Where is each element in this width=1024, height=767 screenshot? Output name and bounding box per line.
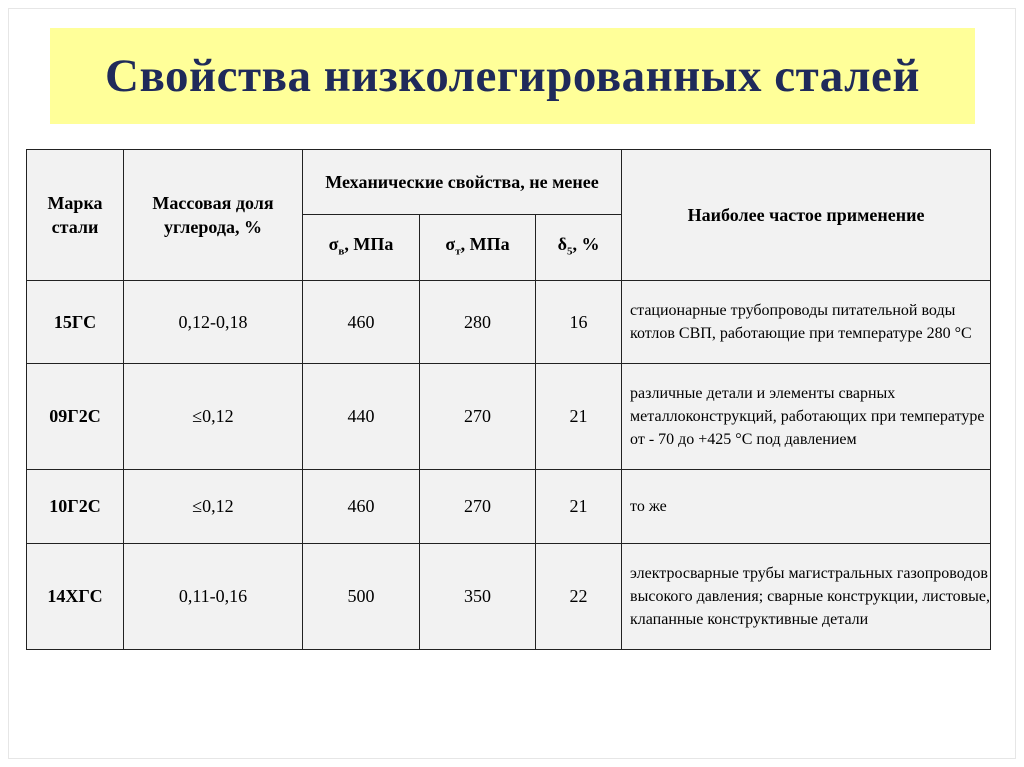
header-sigma-v bbox=[303, 215, 420, 281]
sigma-t-subscript: т bbox=[455, 245, 461, 258]
steel-properties-table bbox=[26, 149, 991, 650]
header-delta bbox=[536, 215, 622, 281]
table-row bbox=[27, 544, 991, 650]
grade-cell: 15ГС bbox=[27, 281, 124, 364]
application-cell: стационарные трубопроводы питательной воды котлов СВП, работающие при температуре 280 °С bbox=[622, 281, 991, 364]
page-title: Свойства низколегированных сталей bbox=[105, 50, 920, 102]
header-carbon: Массовая доля углерода, % bbox=[124, 150, 303, 281]
delta-subscript: 5 bbox=[566, 245, 573, 258]
carbon-cell: 0,12-0,18 bbox=[124, 281, 303, 364]
delta-symbol: δ bbox=[557, 233, 567, 254]
application-cell: различные детали и элементы сварных металлоконструкций, работающих при температуре от - 70 до +425 °С под давлением bbox=[622, 364, 991, 470]
sigma-t-cell: 280 bbox=[420, 281, 536, 364]
delta-unit: , % bbox=[572, 233, 600, 254]
delta-cell: 21 bbox=[536, 364, 622, 470]
table-row bbox=[27, 364, 991, 470]
delta-cell: 22 bbox=[536, 544, 622, 650]
sigma-t-symbol: σ bbox=[445, 233, 456, 254]
sigma-t-unit: , МПа bbox=[460, 233, 510, 254]
header-sigma-t bbox=[420, 215, 536, 281]
application-cell: то же bbox=[622, 470, 991, 544]
header-mechanical: Механические свойства, не менее bbox=[303, 150, 622, 215]
header-grade: Марка стали bbox=[27, 150, 124, 281]
sigma-t-cell: 350 bbox=[420, 544, 536, 650]
sigma-t-cell: 270 bbox=[420, 470, 536, 544]
sigma-v-symbol: σ bbox=[328, 233, 339, 254]
table-row bbox=[27, 470, 991, 544]
carbon-cell: 0,11-0,16 bbox=[124, 544, 303, 650]
delta-cell: 16 bbox=[536, 281, 622, 364]
title-banner bbox=[50, 28, 975, 124]
sigma-v-cell: 440 bbox=[303, 364, 420, 470]
grade-cell: 09Г2С bbox=[27, 364, 124, 470]
sigma-t-cell: 270 bbox=[420, 364, 536, 470]
sigma-v-subscript: в bbox=[338, 245, 345, 258]
delta-cell: 21 bbox=[536, 470, 622, 544]
grade-cell: 14ХГС bbox=[27, 544, 124, 650]
sigma-v-cell: 460 bbox=[303, 281, 420, 364]
sigma-v-cell: 460 bbox=[303, 470, 420, 544]
carbon-cell: ≤0,12 bbox=[124, 364, 303, 470]
sigma-v-cell: 500 bbox=[303, 544, 420, 650]
application-cell: электросварные трубы магистральных газопроводов высокого давления; сварные конструкции, листовые, клапанные конструктивные детали bbox=[622, 544, 991, 650]
sigma-v-unit: , МПа bbox=[344, 233, 394, 254]
grade-cell: 10Г2С bbox=[27, 470, 124, 544]
table-row bbox=[27, 281, 991, 364]
header-application: Наиболее частое применение bbox=[622, 150, 991, 281]
carbon-cell: ≤0,12 bbox=[124, 470, 303, 544]
